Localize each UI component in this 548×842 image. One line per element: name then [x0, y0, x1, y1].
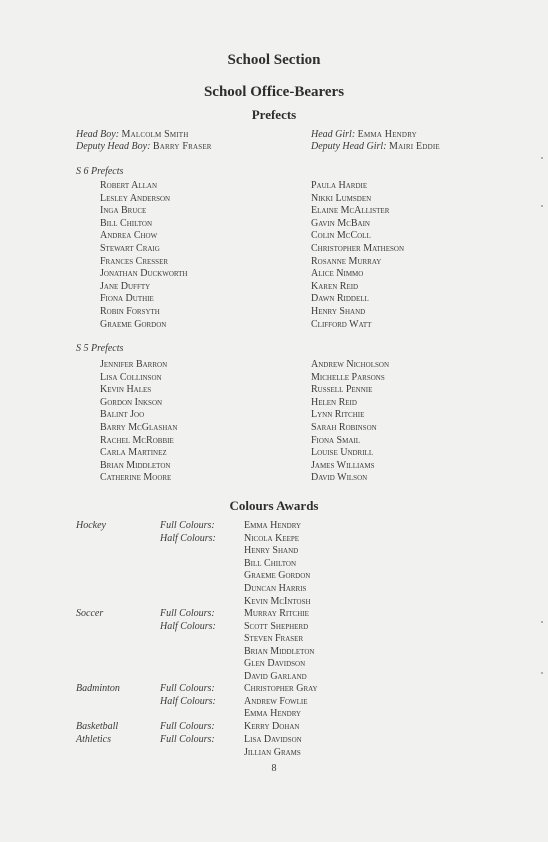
basketball-full-label: Full Colours:: [160, 721, 215, 732]
list-item: Lisa Collinson: [100, 371, 162, 383]
list-item: Scott Shepherd: [244, 620, 309, 632]
head-girl-line: [311, 129, 417, 141]
hockey-full-label: Full Colours:: [160, 520, 215, 531]
list-item: Nikki Lumsden: [311, 192, 372, 204]
list-item: Christopher Gray: [244, 683, 318, 694]
list-item: Nicola Keepe: [244, 532, 300, 544]
list-item: Clifford Watt: [311, 318, 372, 330]
list-item: Karen Reid: [311, 280, 359, 292]
s6-left-list: [100, 180, 187, 331]
list-item: Robert Allan: [100, 180, 158, 191]
list-item: Gavin McBain: [311, 217, 370, 229]
sport-basketball: Basketball: [76, 721, 119, 732]
athletics-names: [244, 734, 302, 759]
scan-speck: [541, 157, 543, 159]
head-boy-label: Head Boy:: [76, 129, 120, 140]
sport-athletics: Athletics: [76, 734, 111, 745]
s6-prefects-label: S 6 Prefects: [76, 166, 124, 177]
deputy-head-boy-name: Barry Fraser: [152, 141, 212, 152]
list-item: Inga Bruce: [100, 205, 147, 217]
list-item: Carla Martinez: [100, 447, 167, 459]
s5-right-list: [311, 359, 389, 485]
list-item: Louise Undrill: [311, 447, 374, 459]
list-item: Andrea Chow: [100, 230, 158, 242]
scan-speck: [541, 672, 543, 674]
list-item: Glen Davidson: [244, 658, 306, 670]
badminton-full-label: Full Colours:: [160, 683, 215, 694]
badminton-names: [244, 683, 318, 721]
list-item: Jonathan Duckworth: [100, 268, 188, 280]
basketball-names: [244, 721, 299, 734]
list-item: Stewart Craig: [100, 242, 160, 254]
soccer-names: [244, 608, 314, 684]
list-item: David Wilson: [311, 472, 368, 484]
list-item: Paula Hardie: [311, 180, 368, 191]
list-item: Henry Shand: [311, 305, 366, 317]
list-item: Jennifer Barron: [100, 359, 168, 370]
s6-right-list: [311, 180, 404, 331]
scan-speck: [541, 621, 543, 623]
scan-speck: [541, 205, 543, 207]
list-item: Brian Middleton: [244, 645, 315, 657]
list-item: Henry Shand: [244, 545, 299, 557]
list-item: Dawn Riddell: [311, 293, 369, 305]
sport-soccer: Soccer: [76, 608, 104, 619]
list-item: Christopher Matheson: [311, 242, 404, 254]
head-boy-line: [76, 129, 189, 141]
head-boy-name: Malcolm Smith: [121, 129, 189, 140]
list-item: Gordon Inkson: [100, 396, 163, 408]
list-item: Lisa Davidson: [244, 734, 302, 745]
list-item: Murray Ritchie: [244, 608, 309, 619]
deputy-head-girl-name: Mairi Eddie: [389, 141, 440, 152]
prefects-heading: Prefects: [251, 107, 297, 122]
deputy-head-girl-line: [311, 141, 440, 153]
list-item: Helen Reid: [311, 396, 357, 408]
list-item: Bill Chilton: [100, 217, 153, 229]
deputy-head-boy-label: Deputy Head Boy:: [76, 141, 151, 152]
section-title: School Section: [227, 52, 321, 68]
list-item: Kerry Dohan: [244, 721, 300, 732]
list-item: Barry McGlashan: [100, 421, 178, 433]
list-item: Brian Middleton: [100, 459, 171, 471]
sport-badminton: Badminton: [76, 683, 120, 694]
s5-prefects-label: S 5 Prefects: [76, 343, 124, 354]
list-item: Andrew Fowlie: [244, 695, 308, 707]
list-item: Emma Hendry: [244, 520, 302, 531]
list-item: Russell Pennie: [311, 384, 373, 396]
list-item: Alice Nimmo: [311, 268, 364, 280]
list-item: Sarah Robinson: [311, 421, 377, 433]
list-item: Steven Fraser: [244, 633, 304, 645]
soccer-full-label: Full Colours:: [160, 608, 215, 619]
list-item: Catherine Moore: [100, 472, 172, 484]
hockey-half-label: Half Colours:: [160, 533, 216, 544]
list-item: Frances Cresser: [100, 255, 169, 267]
list-item: Robin Forsyth: [100, 305, 160, 317]
head-girl-label: Head Girl:: [311, 129, 356, 140]
list-item: Rachel McRobbie: [100, 434, 174, 446]
list-item: Fiona Smail: [311, 434, 361, 446]
list-item: Colin McColl: [311, 230, 371, 242]
deputy-head-girl-label: Deputy Head Girl:: [311, 141, 387, 152]
list-item: Fiona Duthie: [100, 293, 154, 305]
list-item: James Williams: [311, 459, 375, 471]
list-item: Kevin Hales: [100, 384, 152, 396]
list-item: Lynn Ritchie: [311, 409, 365, 421]
hockey-names: [244, 520, 311, 608]
soccer-half-label: Half Colours:: [160, 621, 216, 632]
list-item: Balint Joo: [100, 409, 145, 421]
office-bearers-heading: School Office-Bearers: [203, 84, 345, 100]
list-item: Duncan Harris: [244, 582, 307, 594]
head-girl-name: Emma Hendry: [357, 129, 417, 140]
list-item: Jillian Grams: [244, 746, 301, 758]
list-item: David Garland: [244, 670, 307, 682]
list-item: Emma Hendry: [244, 708, 302, 720]
deputy-head-boy-line: [76, 141, 212, 153]
badminton-half-label: Half Colours:: [160, 696, 216, 707]
s5-left-list: [100, 359, 177, 485]
list-item: Jane Duffty: [100, 280, 151, 292]
list-item: Andrew Nicholson: [311, 359, 389, 370]
list-item: Michelle Parsons: [311, 371, 385, 383]
list-item: Graeme Gordon: [100, 318, 167, 330]
page-number: 8: [271, 763, 277, 774]
sport-hockey: Hockey: [76, 520, 106, 531]
list-item: Kevin McIntosh: [244, 595, 311, 607]
list-item: Graeme Gordon: [244, 570, 311, 582]
list-item: Lesley Anderson: [100, 192, 171, 204]
colours-awards-heading: Colours Awards: [229, 498, 319, 513]
list-item: Bill Chilton: [244, 557, 297, 569]
list-item: Rosanne Murray: [311, 255, 382, 267]
athletics-full-label: Full Colours:: [160, 734, 215, 745]
list-item: Elaine McAllister: [311, 205, 390, 217]
